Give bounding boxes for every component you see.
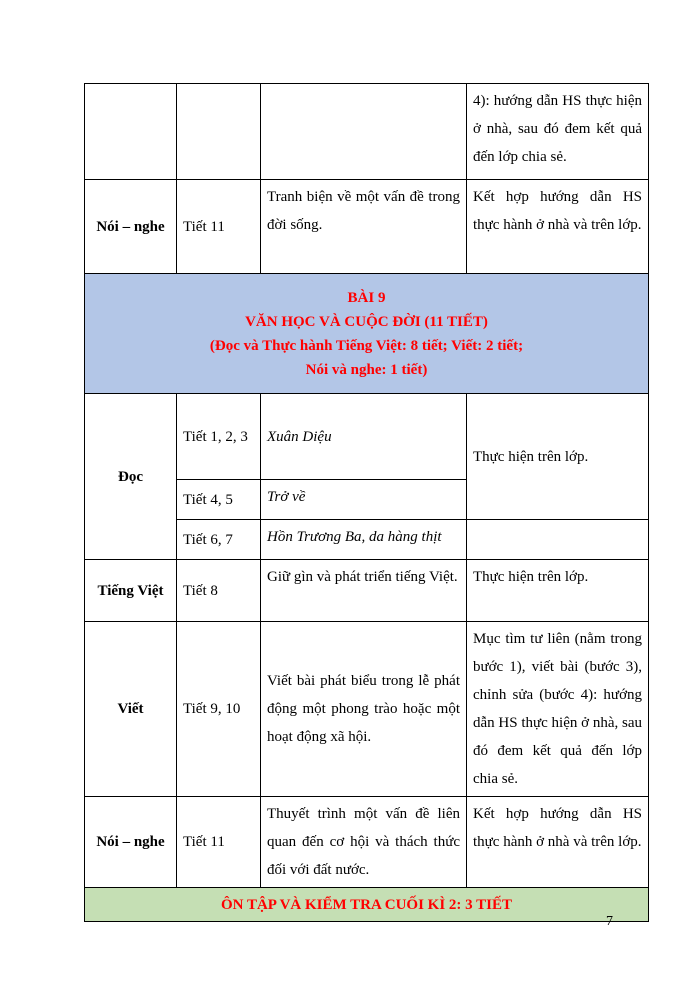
method-cell: Kết hợp hướng dẫn HS thực hành ở nhà và trên lớp.	[467, 180, 649, 274]
content-cell	[261, 84, 467, 180]
content-cell: Xuân Diệu	[261, 394, 467, 480]
method-cell: Kết hợp hướng dẫn HS thực hành ở nhà và trên lớp.	[467, 797, 649, 888]
review-header: ÔN TẬP VÀ KIỂM TRA CUỐI KÌ 2: 3 TIẾT	[85, 888, 649, 922]
page-number: 7	[606, 914, 613, 929]
lesson-title: BÀI 9	[347, 289, 386, 306]
table-row	[85, 394, 649, 480]
curriculum-table	[84, 83, 649, 922]
skill-cell: Đọc	[85, 394, 177, 560]
skill-cell: Nói – nghe	[85, 180, 177, 274]
method-cell: Thực hiện trên lớp.	[467, 560, 649, 622]
period-cell: Tiết 4, 5	[177, 480, 261, 520]
period-cell: Tiết 8	[177, 560, 261, 622]
content-cell: Giữ gìn và phát triển tiếng Việt.	[261, 560, 467, 622]
method-cell: 4): hướng dẫn HS thực hiện ở nhà, sau đó đem kết quả đến lớp chia sẻ.	[467, 84, 649, 180]
lesson-breakdown: (Đọc và Thực hành Tiếng Việt: 8 tiết; Viết: 2 tiết;	[209, 337, 524, 354]
review-row	[85, 888, 649, 922]
content-cell: Viết bài phát biểu trong lễ phát động một phong trào hoặc một hoạt động xã hội.	[261, 622, 467, 797]
skill-cell: Tiếng Việt	[85, 560, 177, 622]
content-cell: Tranh biện về một vấn đề trong đời sống.	[261, 180, 467, 274]
lesson-header-row	[85, 274, 649, 394]
content-cell: Thuyết trình một vấn đề liên quan đến cơ hội và thách thức đối với đất nước.	[261, 797, 467, 888]
period-cell: Tiết 11	[177, 180, 261, 274]
table-row	[85, 84, 649, 180]
period-cell: Tiết 6, 7	[177, 520, 261, 560]
table-row	[85, 797, 649, 888]
table-row	[85, 622, 649, 797]
method-cell: Thực hiện trên lớp.	[467, 394, 649, 520]
period-cell	[177, 84, 261, 180]
method-cell	[467, 520, 649, 560]
skill-cell	[85, 84, 177, 180]
period-cell: Tiết 11	[177, 797, 261, 888]
skill-cell: Nói – nghe	[85, 797, 177, 888]
lesson-subtitle: VĂN HỌC VÀ CUỘC ĐỜI (11 TIẾT)	[245, 313, 488, 330]
method-cell: Mục tìm tư liên (nằm trong bước 1), viết bài (bước 3), chỉnh sửa (bước 4): hướng dẫn HS thực hiện ở nhà, sau đó đem kết quả đến lớp chia sẻ.	[467, 622, 649, 797]
lesson-breakdown-cont: Nói và nghe: 1 tiết)	[305, 361, 428, 378]
skill-cell: Viết	[85, 622, 177, 797]
period-cell: Tiết 1, 2, 3	[177, 394, 261, 480]
table-row	[85, 180, 649, 274]
content-cell: Trở về	[261, 480, 467, 520]
content-cell: Hồn Trương Ba, da hàng thịt	[261, 520, 467, 560]
lesson-header	[85, 274, 649, 394]
table-row	[85, 560, 649, 622]
period-cell: Tiết 9, 10	[177, 622, 261, 797]
